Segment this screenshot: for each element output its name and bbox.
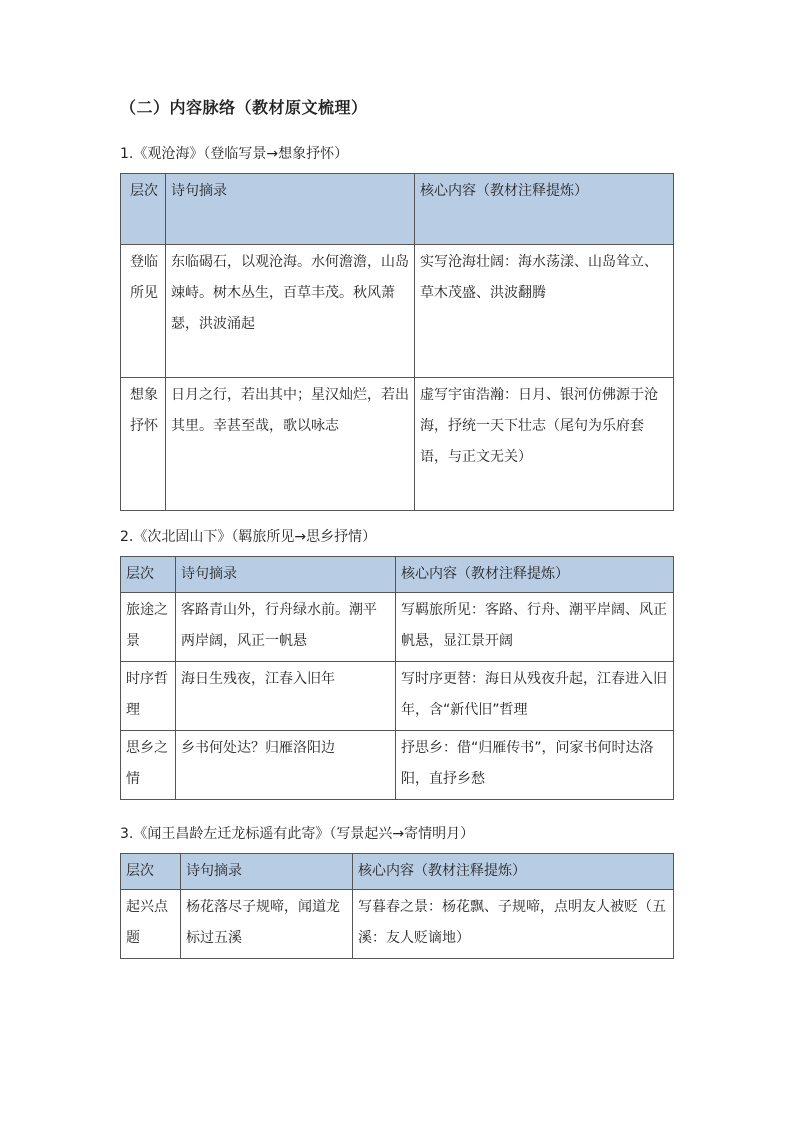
table-header-row	[121, 557, 674, 593]
row-excerpt: 海日生残夜，江春入旧年	[176, 662, 396, 731]
table-row	[121, 890, 674, 959]
table-row	[121, 593, 674, 662]
table-header-row	[121, 174, 674, 245]
row-core: 抒思乡：借“归雁传书”，问家书何时达洛阳，直抒乡愁	[396, 731, 674, 800]
header-excerpt: 诗句摘录	[166, 174, 415, 245]
content-table-2	[120, 556, 674, 800]
row-core: 写暮春之景：杨花飘、子规啼，点明友人被贬（五溪：友人贬谪地）	[353, 890, 674, 959]
row-layer: 起兴点题	[121, 890, 181, 959]
row-layer: 思乡之情	[121, 731, 176, 800]
row-layer: 旅途之景	[121, 593, 176, 662]
row-core: 实写沧海壮阔：海水荡漾、山岛耸立、草木茂盛、洪波翻腾	[415, 245, 674, 378]
row-layer: 时序哲理	[121, 662, 176, 731]
header-core: 核心内容（教材注释提炼）	[396, 557, 674, 593]
poem-heading-3: 3.《闻王昌龄左迁龙标遥有此寄》（写景起兴→寄情明月）	[120, 826, 475, 842]
row-layer: 想象抒怀	[121, 378, 166, 511]
table-row	[121, 731, 674, 800]
row-core: 写时序更替：海日从残夜升起，江春进入旧年，含“新代旧”哲理	[396, 662, 674, 731]
row-excerpt: 乡书何处达？归雁洛阳边	[176, 731, 396, 800]
content-table-3	[120, 853, 674, 959]
header-excerpt: 诗句摘录	[181, 854, 353, 890]
row-layer: 登临所见	[121, 245, 166, 378]
header-layer: 层次	[121, 174, 166, 245]
row-excerpt: 客路青山外，行舟绿水前。潮平两岸阔，风正一帆悬	[176, 593, 396, 662]
table-header-row	[121, 854, 674, 890]
row-excerpt: 日月之行，若出其中；星汉灿烂，若出其里。幸甚至哉，歌以咏志	[166, 378, 415, 511]
table-row	[121, 245, 674, 378]
poem-heading-2: 2.《次北固山下》（羁旅所见→思乡抒情）	[120, 529, 377, 545]
section-title: （二）内容脉络（教材原文梳理）	[120, 98, 368, 117]
row-excerpt: 杨花落尽子规啼，闻道龙标过五溪	[181, 890, 353, 959]
table-row	[121, 378, 674, 511]
poem-heading-1: 1.《观沧海》（登临写景→想象抒怀）	[120, 146, 349, 162]
header-core: 核心内容（教材注释提炼）	[353, 854, 674, 890]
header-excerpt: 诗句摘录	[176, 557, 396, 593]
row-excerpt: 东临碣石，以观沧海。水何澹澹，山岛竦峙。树木丛生，百草丰茂。秋风萧瑟，洪波涌起	[166, 245, 415, 378]
row-core: 虚写宇宙浩瀚：日月、银河仿佛源于沧海，抒统一天下壮志（尾句为乐府套语，与正文无关）	[415, 378, 674, 511]
header-layer: 层次	[121, 854, 181, 890]
row-core: 写羁旅所见：客路、行舟、潮平岸阔、风正帆悬，显江景开阔	[396, 593, 674, 662]
header-layer: 层次	[121, 557, 176, 593]
content-table-1	[120, 173, 674, 511]
header-core: 核心内容（教材注释提炼）	[415, 174, 674, 245]
table-row	[121, 662, 674, 731]
